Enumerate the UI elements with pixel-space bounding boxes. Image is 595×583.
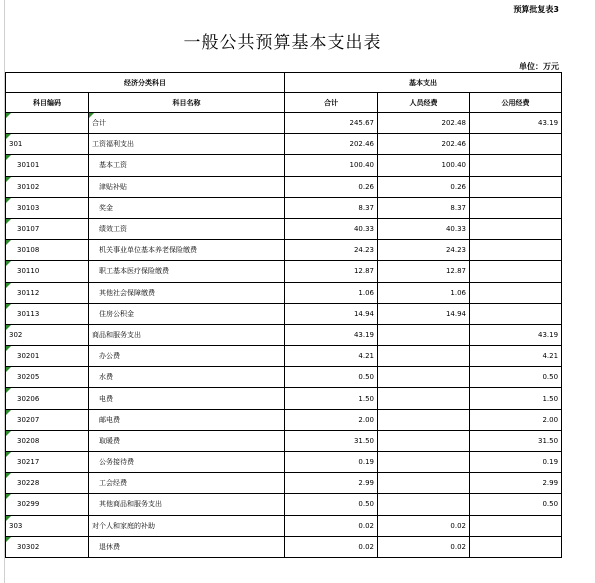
name-cell[interactable] (89, 367, 285, 388)
name-cell[interactable] (89, 409, 285, 430)
total-cell-text: 43.19 (353, 330, 374, 339)
code-cell-text: 30102 (17, 182, 40, 191)
table-row (6, 536, 562, 557)
code-cell-text: 30107 (17, 225, 40, 234)
table-row (6, 494, 562, 515)
public-cell[interactable] (470, 176, 562, 197)
name-cell[interactable] (89, 218, 285, 239)
name-cell[interactable] (89, 282, 285, 303)
total-cell-text: 100.40 (349, 161, 374, 170)
personnel-cell[interactable] (378, 197, 470, 218)
code-cell-text: 302 (9, 330, 23, 339)
name-cell-text: 工资福利支出 (92, 140, 134, 149)
total-cell-text: 8.37 (358, 203, 374, 212)
code-cell-text: 30206 (17, 394, 40, 403)
total-cell[interactable] (285, 240, 378, 261)
name-cell-text: 住房公积金 (99, 309, 134, 318)
code-cell[interactable] (6, 176, 89, 197)
table-row (6, 261, 562, 282)
code-cell[interactable] (6, 430, 89, 451)
code-cell-text: 30201 (17, 352, 40, 361)
personnel-cell[interactable] (378, 430, 470, 451)
table-row (6, 282, 562, 303)
table-row (6, 409, 562, 430)
personnel-cell-text: 12.87 (445, 267, 466, 276)
name-cell[interactable] (89, 430, 285, 451)
code-cell[interactable] (6, 240, 89, 261)
cell-comment-marker (6, 325, 11, 330)
total-cell[interactable] (285, 113, 378, 134)
table-row (6, 134, 562, 155)
name-cell-text: 其他社会保障缴费 (99, 288, 155, 297)
table-row (6, 452, 562, 473)
total-cell[interactable] (285, 409, 378, 430)
total-cell[interactable] (285, 282, 378, 303)
public-cell[interactable] (470, 536, 562, 557)
code-cell-text: 30208 (17, 436, 40, 445)
code-cell-text: 301 (9, 140, 23, 149)
total-cell-text: 0.19 (358, 458, 374, 467)
name-cell[interactable] (89, 176, 285, 197)
code-cell[interactable] (6, 303, 89, 324)
code-cell-text: 30101 (17, 161, 40, 170)
code-cell-text: 30110 (17, 267, 40, 276)
table-row (6, 155, 562, 176)
table-row (6, 113, 562, 134)
name-cell-text: 津贴补贴 (99, 182, 127, 191)
name-cell-text: 合计 (92, 119, 106, 128)
cell-comment-marker (6, 177, 11, 182)
code-cell-text: 30112 (17, 288, 40, 297)
public-cell[interactable] (470, 388, 562, 409)
unit-label: 单位：万元 (519, 62, 559, 71)
public-cell[interactable] (470, 155, 562, 176)
personnel-cell-text: 1.06 (450, 288, 466, 297)
cell-comment-marker (6, 283, 11, 288)
name-cell[interactable] (89, 197, 285, 218)
code-cell-text: 30103 (17, 203, 40, 212)
total-cell[interactable] (285, 430, 378, 451)
name-cell-text: 取暖费 (99, 436, 120, 445)
personnel-cell-text: 0.26 (450, 182, 466, 191)
public-cell-text: 4.21 (542, 352, 559, 361)
code-cell-text: 30302 (17, 542, 40, 551)
table-row (6, 240, 562, 261)
code-cell[interactable] (6, 367, 89, 388)
code-cell-text: 30228 (17, 479, 40, 488)
personnel-cell[interactable] (378, 176, 470, 197)
table-row (6, 176, 562, 197)
cell-comment-marker (6, 431, 11, 436)
total-cell[interactable] (285, 197, 378, 218)
name-cell-text: 邮电费 (99, 415, 120, 424)
total-cell-text: 40.33 (353, 225, 374, 234)
cell-comment-marker (89, 113, 94, 118)
column-header-code[interactable]: 科目编码 (6, 93, 89, 113)
code-cell[interactable] (6, 515, 89, 536)
name-cell-text: 办公费 (99, 352, 120, 361)
code-cell[interactable] (6, 536, 89, 557)
public-cell[interactable] (470, 346, 562, 367)
total-cell[interactable] (285, 536, 378, 557)
name-cell[interactable] (89, 240, 285, 261)
name-cell[interactable] (89, 388, 285, 409)
name-cell[interactable] (89, 536, 285, 557)
cell-comment-marker (6, 198, 11, 203)
cell-comment-marker (6, 155, 11, 160)
code-cell[interactable] (6, 388, 89, 409)
total-cell[interactable] (285, 367, 378, 388)
personnel-cell[interactable] (378, 536, 470, 557)
code-cell-text: 303 (9, 521, 23, 530)
public-cell-text: 2.00 (542, 415, 559, 424)
personnel-cell[interactable] (378, 452, 470, 473)
table-body (6, 113, 562, 558)
personnel-cell[interactable] (378, 303, 470, 324)
public-cell-text: 0.19 (542, 458, 559, 467)
page-title: 一般公共预算基本支出表 (183, 33, 382, 53)
public-cell[interactable] (470, 261, 562, 282)
cell-comment-marker (6, 537, 11, 542)
total-cell-text: 4.21 (358, 352, 374, 361)
personnel-cell-text: 0.02 (450, 521, 466, 530)
table-row (6, 197, 562, 218)
personnel-cell-text: 202.48 (441, 119, 466, 128)
code-cell[interactable] (6, 113, 89, 134)
cell-comment-marker (6, 367, 11, 372)
cell-comment-marker (6, 304, 11, 309)
table-row (6, 218, 562, 239)
public-cell-text: 0.50 (542, 373, 559, 382)
total-cell-text: 245.67 (349, 119, 374, 128)
personnel-cell[interactable] (378, 218, 470, 239)
cell-comment-marker (6, 388, 11, 393)
name-cell[interactable] (89, 473, 285, 494)
code-cell[interactable] (6, 324, 89, 345)
column-header-name[interactable]: 科目名称 (89, 93, 285, 113)
form-number-note: 预算批复表3 (513, 5, 559, 14)
table-row (6, 303, 562, 324)
total-cell[interactable] (285, 515, 378, 536)
public-cell[interactable] (470, 430, 562, 451)
table-row (6, 367, 562, 388)
total-cell[interactable] (285, 218, 378, 239)
total-cell-text: 31.50 (353, 436, 374, 445)
personnel-cell-text: 14.94 (445, 309, 466, 318)
personnel-cell-text: 202.46 (441, 140, 466, 149)
total-cell-text: 2.00 (358, 415, 374, 424)
name-cell-text: 商品和服务支出 (92, 330, 141, 339)
code-cell-text: 30207 (17, 415, 40, 424)
total-cell-text: 0.26 (358, 182, 374, 191)
total-cell-text: 24.23 (353, 246, 374, 255)
column-header-public[interactable]: 公用经费 (470, 93, 562, 113)
total-cell-text: 12.87 (353, 267, 374, 276)
personnel-cell[interactable] (378, 240, 470, 261)
total-cell-text: 202.46 (349, 140, 374, 149)
total-cell[interactable] (285, 346, 378, 367)
name-cell-text: 退休费 (99, 542, 120, 551)
code-cell[interactable] (6, 452, 89, 473)
name-cell-text: 水费 (99, 373, 113, 382)
code-cell[interactable] (6, 155, 89, 176)
name-cell-text: 电费 (99, 394, 113, 403)
personnel-cell[interactable] (378, 134, 470, 155)
public-cell-text: 2.99 (542, 479, 559, 488)
code-cell[interactable] (6, 197, 89, 218)
name-cell[interactable] (89, 346, 285, 367)
name-cell[interactable] (89, 452, 285, 473)
cell-comment-marker (6, 494, 11, 499)
name-cell-text: 职工基本医疗保险缴费 (99, 267, 169, 276)
total-cell[interactable] (285, 324, 378, 345)
table-row (6, 430, 562, 451)
total-cell-text: 1.06 (358, 288, 374, 297)
code-cell[interactable] (6, 473, 89, 494)
public-cell[interactable] (470, 197, 562, 218)
group-header-economic-class[interactable]: 经济分类科目 (6, 73, 285, 93)
public-cell[interactable] (470, 113, 562, 134)
table-row (6, 324, 562, 345)
public-cell[interactable] (470, 367, 562, 388)
public-cell-text: 1.50 (542, 394, 559, 403)
personnel-cell[interactable] (378, 346, 470, 367)
group-header-row (6, 73, 562, 93)
public-cell[interactable] (470, 240, 562, 261)
personnel-cell[interactable] (378, 515, 470, 536)
cell-comment-marker (6, 473, 11, 478)
cell-comment-marker (6, 346, 11, 351)
public-cell-text: 43.19 (537, 119, 559, 128)
name-cell-text: 基本工资 (99, 161, 127, 170)
cell-comment-marker (6, 516, 11, 521)
personnel-cell[interactable] (378, 367, 470, 388)
total-cell-text: 1.50 (358, 394, 374, 403)
group-header-basic-expenditure[interactable]: 基本支出 (285, 73, 562, 93)
total-cell[interactable] (285, 176, 378, 197)
public-cell[interactable] (470, 218, 562, 239)
total-cell-text: 0.02 (358, 521, 374, 530)
table-row (6, 388, 562, 409)
name-cell-text: 机关事业单位基本养老保险缴费 (99, 246, 197, 255)
cell-comment-marker (6, 134, 11, 139)
public-cell-text: 43.19 (537, 330, 559, 339)
name-cell[interactable] (89, 113, 285, 134)
personnel-cell[interactable] (378, 261, 470, 282)
name-cell[interactable] (89, 134, 285, 155)
personnel-cell[interactable] (378, 409, 470, 430)
personnel-cell[interactable] (378, 473, 470, 494)
personnel-cell[interactable] (378, 155, 470, 176)
personnel-cell[interactable] (378, 113, 470, 134)
total-cell-text: 14.94 (353, 309, 374, 318)
personnel-cell[interactable] (378, 388, 470, 409)
public-cell[interactable] (470, 409, 562, 430)
total-cell[interactable] (285, 494, 378, 515)
cell-comment-marker (6, 240, 11, 245)
name-cell[interactable] (89, 303, 285, 324)
public-cell[interactable] (470, 134, 562, 155)
code-cell[interactable] (6, 134, 89, 155)
public-cell[interactable] (470, 494, 562, 515)
public-cell-text: 0.50 (542, 500, 559, 509)
code-cell[interactable] (6, 494, 89, 515)
cell-comment-marker (6, 261, 11, 266)
name-cell[interactable] (89, 155, 285, 176)
code-cell[interactable] (6, 346, 89, 367)
total-cell[interactable] (285, 134, 378, 155)
name-cell[interactable] (89, 261, 285, 282)
table-row (6, 473, 562, 494)
name-cell-text: 绩效工资 (99, 225, 127, 234)
code-cell[interactable] (6, 218, 89, 239)
cell-comment-marker (6, 113, 11, 118)
code-cell-text: 30217 (17, 458, 40, 467)
table-row (6, 515, 562, 536)
name-cell[interactable] (89, 324, 285, 345)
column-header-row (6, 93, 562, 113)
personnel-cell[interactable] (378, 494, 470, 515)
personnel-cell[interactable] (378, 282, 470, 303)
code-cell[interactable] (6, 282, 89, 303)
name-cell-text: 对个人和家庭的补助 (92, 521, 155, 530)
budget-table (5, 72, 562, 558)
total-cell-text: 0.50 (358, 373, 374, 382)
name-cell[interactable] (89, 515, 285, 536)
total-cell[interactable] (285, 261, 378, 282)
total-cell-text: 2.99 (358, 479, 374, 488)
personnel-cell-text: 40.33 (445, 225, 466, 234)
total-cell[interactable] (285, 473, 378, 494)
name-cell[interactable] (89, 494, 285, 515)
total-cell[interactable] (285, 303, 378, 324)
personnel-cell-text: 100.40 (441, 161, 466, 170)
column-header-personnel[interactable]: 人员经费 (378, 93, 470, 113)
cell-comment-marker (6, 452, 11, 457)
total-cell[interactable] (285, 388, 378, 409)
name-cell-text: 工会经费 (99, 479, 127, 488)
public-cell[interactable] (470, 303, 562, 324)
total-cell[interactable] (285, 452, 378, 473)
public-cell-text: 31.50 (537, 436, 559, 445)
public-cell[interactable] (470, 452, 562, 473)
total-cell-text: 0.02 (358, 542, 374, 551)
personnel-cell-text: 8.37 (450, 203, 466, 212)
total-cell[interactable] (285, 155, 378, 176)
personnel-cell-text: 0.02 (450, 542, 466, 551)
personnel-cell[interactable] (378, 324, 470, 345)
personnel-cell-text: 24.23 (445, 246, 466, 255)
code-cell-text: 30113 (17, 309, 40, 318)
code-cell-text: 30108 (17, 246, 40, 255)
public-cell[interactable] (470, 324, 562, 345)
public-cell[interactable] (470, 515, 562, 536)
public-cell[interactable] (470, 282, 562, 303)
column-header-total[interactable]: 合计 (285, 93, 378, 113)
total-cell-text: 0.50 (358, 500, 374, 509)
code-cell-text: 30205 (17, 373, 40, 382)
name-cell-text: 其他商品和服务支出 (99, 500, 162, 509)
name-cell-text: 公务接待费 (99, 458, 134, 467)
code-cell[interactable] (6, 261, 89, 282)
name-cell-text: 奖金 (99, 203, 113, 212)
public-cell[interactable] (470, 473, 562, 494)
cell-comment-marker (6, 219, 11, 224)
code-cell[interactable] (6, 409, 89, 430)
code-cell-text: 30299 (17, 500, 40, 509)
table-row (6, 346, 562, 367)
cell-comment-marker (6, 410, 11, 415)
